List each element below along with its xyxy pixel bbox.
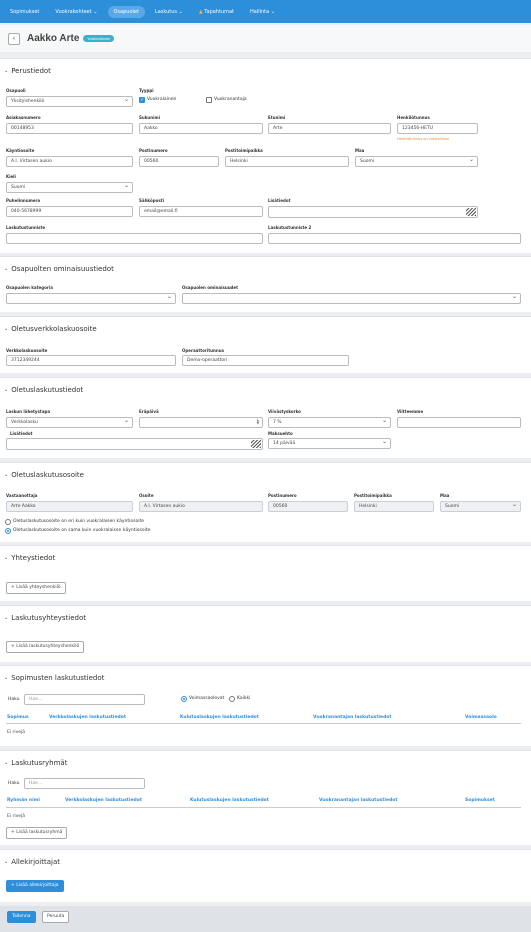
- column-header[interactable]: Kulutuslaskujen laskutustiedot: [180, 715, 259, 720]
- top-nav: [0, 0, 531, 23]
- kieli-label: Kieli: [6, 174, 16, 179]
- laskutunniste2-label: Laskutustunniste 2: [268, 225, 312, 230]
- katuosoite-label: Käyntiosoite: [6, 148, 35, 153]
- column-header[interactable]: Sopimukset: [465, 798, 495, 803]
- warning-icon: ▲: [198, 8, 203, 15]
- section-title: Oletuslaskutustiedot: [11, 386, 84, 394]
- kaikki-label: Kaikki: [237, 696, 251, 701]
- vuokralainen-label: Vuokralainen: [147, 97, 177, 102]
- etunimi-input[interactable]: Arte: [268, 123, 391, 134]
- osoite-sama-radio[interactable]: [5, 528, 11, 534]
- henkilotunnus-input[interactable]: 123456-HETU: [397, 123, 478, 134]
- section-title: Osapuolten ominaisuustiedot: [11, 265, 114, 273]
- section-toggle[interactable]: [4, 614, 86, 622]
- postitoimipaikka-label: Postitoimipaikka: [354, 493, 392, 498]
- henkilotunnus-label: Henkilötunnus: [397, 115, 430, 120]
- column-header[interactable]: Kulutuslaskujen laskutustiedot: [190, 798, 269, 803]
- postinumero-label: Postinumero: [139, 148, 168, 153]
- henkilotunnus-hint: Henkilötunnus on virheellinen: [397, 137, 450, 141]
- osoite-sama-label: Oletuslaskutusosoite on sama kuin vuokralaisen käyntiosoite: [13, 528, 151, 533]
- tyyppi-label: Tyyppi: [139, 88, 154, 93]
- empty-state: Ei rivejä: [7, 814, 26, 819]
- puhelin-input[interactable]: 040-5678999: [6, 206, 133, 217]
- ominaisuudet-label: Osapuolen ominaisuudet: [182, 285, 239, 290]
- spinner-icon[interactable]: ▲ ▼: [256, 418, 259, 425]
- chevron-down-icon: ⌄: [4, 675, 9, 681]
- section-allekirjoittajat: [0, 849, 531, 902]
- katuosoite-input[interactable]: A.I. Virtasen aukio: [6, 156, 133, 167]
- section-toggle[interactable]: [4, 386, 83, 394]
- kieli-select[interactable]: Suomi ⌄: [6, 182, 133, 193]
- lisatiedot-label: Lisätiedot: [10, 431, 33, 436]
- section-toggle[interactable]: [4, 759, 67, 767]
- section-title: Laskutusyhteystiedot: [11, 614, 87, 622]
- section-sopimukset: [0, 665, 531, 746]
- postinumero-input[interactable]: 00560: [268, 501, 348, 512]
- empty-state: Ei rivejä: [7, 730, 26, 735]
- maa-select[interactable]: Suomi ⌄: [355, 156, 478, 167]
- vastaanottaja-input[interactable]: Arte Aakko: [6, 501, 133, 512]
- laskutunniste2-input[interactable]: [268, 233, 521, 244]
- vuokralainen-checkbox[interactable]: [139, 97, 145, 103]
- add-signer-button[interactable]: + Lisää allekirjoittaja: [6, 880, 64, 892]
- status-badge: Vuokralainen: [83, 35, 114, 42]
- nav-vuokrakohteet[interactable]: Vuokrakohteet ⌄: [55, 8, 98, 15]
- osoite-input[interactable]: A.I. Virtasen aukio: [139, 501, 263, 512]
- nav-osapuolet[interactable]: Osapuolet: [108, 6, 145, 18]
- nav-sopimukset[interactable]: Sopimukset: [10, 8, 40, 15]
- add-billing-contact-button[interactable]: + Lisää laskutusyhteyshenkilö: [6, 641, 84, 653]
- kaikki-radio[interactable]: [229, 696, 235, 702]
- section-toggle[interactable]: [4, 325, 97, 333]
- column-header[interactable]: Voimassaolo: [465, 715, 497, 720]
- section-laskutustiedot: [0, 377, 531, 458]
- lahetystapa-select[interactable]: Verkkolasku ⌄: [6, 417, 133, 428]
- column-header[interactable]: Verkkolaskujen laskutustiedot: [65, 798, 142, 803]
- vuokranantaja-label: Vuokranantaja: [214, 97, 247, 102]
- search-input[interactable]: Hae...: [24, 694, 145, 705]
- section-title: Perustiedot: [11, 67, 51, 75]
- maa-label: Maa: [440, 493, 450, 498]
- osoite-eri-label: Oletuslaskutusosoite on eri kuin vuokralaisen käyntiosoite: [13, 519, 144, 524]
- divider: [6, 723, 521, 724]
- nav-laskutus[interactable]: Laskutus ⌄: [154, 8, 183, 15]
- add-group-button[interactable]: + Lisää laskutusryhmä: [6, 827, 67, 839]
- kategoria-select[interactable]: [6, 293, 176, 304]
- maa-select[interactable]: Suomi ⌄: [440, 501, 521, 512]
- ominaisuudet-select[interactable]: [182, 293, 521, 304]
- voimassa-radio[interactable]: [181, 696, 187, 702]
- sahkoposti-label: Sähköposti: [139, 198, 165, 203]
- verkkolaskuosoite-label: Verkkolaskuosoite: [6, 348, 48, 353]
- viivastyskorko-select[interactable]: 7 % ⌄: [268, 417, 391, 428]
- section-laskutusryhmat: [0, 750, 531, 845]
- verkkolaskuosoite-input[interactable]: 3712349244: [6, 355, 176, 366]
- save-button[interactable]: Tallenna: [7, 911, 36, 923]
- section-toggle[interactable]: [4, 67, 51, 75]
- section-title: Sopimusten laskutustiedot: [11, 674, 105, 682]
- chevron-down-icon: ⌄: [4, 266, 9, 272]
- operaattori-label: Operaattoritunnus: [182, 348, 224, 353]
- haku-label: Haku: [8, 697, 20, 702]
- chevron-down-icon: ⌄: [4, 326, 9, 332]
- osapuoli-select[interactable]: Yksityishenkilö ⌄: [6, 96, 133, 107]
- chevron-down-icon: ⌄: [4, 472, 9, 478]
- back-button[interactable]: [8, 33, 20, 45]
- postinumero-input[interactable]: 00560: [139, 156, 219, 167]
- page-title: Aakko Arte: [27, 33, 80, 44]
- resize-handle-icon[interactable]: [466, 208, 476, 216]
- section-toggle[interactable]: [4, 471, 84, 479]
- nav-hallinta[interactable]: Hallinta ⌄: [250, 8, 275, 15]
- column-header[interactable]: Ryhmän nimi: [7, 798, 40, 803]
- chevron-down-icon: ⌄: [4, 68, 9, 74]
- viitteemme-label: Viitteemme: [397, 409, 424, 414]
- column-header[interactable]: Vuokranantajan laskutustiedot: [319, 798, 398, 803]
- operaattori-input[interactable]: Demo-operaattori: [182, 355, 349, 366]
- divider: [6, 807, 521, 808]
- footer-bar: [0, 906, 531, 932]
- maksuehto-select[interactable]: 14 päivää ⌄: [268, 438, 391, 449]
- etunimi-label: Etunimi: [268, 115, 286, 120]
- postitoimipaikka-input[interactable]: Helsinki: [225, 156, 349, 167]
- section-perustiedot: [0, 58, 531, 253]
- page-header: [0, 25, 531, 52]
- section-title: Laskutusryhmät: [11, 759, 68, 767]
- section-title: Oletusverkkolaskuosoite: [11, 325, 97, 333]
- lahetystapa-label: Laskun lähetystapa: [6, 409, 51, 414]
- section-title: Allekirjoittajat: [11, 858, 60, 866]
- search-input[interactable]: Hae...: [24, 778, 145, 789]
- section-laskutusyhteystiedot: [0, 605, 531, 662]
- column-header[interactable]: Vuokranantajan laskutustiedot: [313, 715, 392, 720]
- puhelin-label: Puhelinnumero: [6, 198, 41, 203]
- sukunimi-label: Sukunimi: [139, 115, 160, 120]
- section-toggle[interactable]: [4, 554, 55, 562]
- section-verkkolasku: [0, 316, 531, 373]
- section-toggle[interactable]: [4, 265, 114, 273]
- chevron-down-icon: ⌄: [4, 555, 9, 561]
- kategoria-label: Osapuolen kategoria: [6, 285, 53, 290]
- sukunimi-input[interactable]: Aakko: [139, 123, 263, 134]
- osoite-label: Osoite: [139, 493, 154, 498]
- postitoimipaikka-label: Postitoimipaikka: [225, 148, 263, 153]
- lisatiedot-textarea[interactable]: [6, 438, 263, 450]
- viitteemme-input[interactable]: [397, 417, 521, 428]
- cancel-button[interactable]: Peruuta: [42, 911, 69, 923]
- erapaiva-input[interactable]: [139, 417, 263, 428]
- erapaiva-label: Eräpäivä: [139, 409, 159, 414]
- section-toggle[interactable]: [4, 674, 104, 682]
- column-header[interactable]: Verkkolaskujen laskutustiedot: [49, 715, 126, 720]
- section-title: Oletuslaskutusosoite: [11, 471, 84, 479]
- column-header[interactable]: Sopimus: [7, 715, 29, 720]
- section-ominaisuudet: [0, 256, 531, 312]
- postinumero-label: Postinumero: [268, 493, 297, 498]
- osoite-eri-radio[interactable]: [5, 519, 11, 525]
- nav-tapahtumat-label: Tapahtumat: [204, 8, 235, 15]
- postitoimipaikka-input[interactable]: Helsinki: [354, 501, 434, 512]
- chevron-down-icon: ⌄: [4, 859, 9, 865]
- lisatiedot-textarea[interactable]: [268, 206, 478, 218]
- add-contact-button[interactable]: + Lisää yhteyshenkilö: [6, 582, 66, 594]
- sahkoposti-input[interactable]: email@email.fi: [139, 206, 263, 217]
- maa-label: Maa: [355, 148, 365, 153]
- resize-handle-icon[interactable]: [251, 440, 261, 448]
- viivastyskorko-label: Viivästyskorko: [268, 409, 301, 414]
- chevron-left-icon: ‹: [12, 35, 16, 42]
- vuokranantaja-checkbox[interactable]: [206, 97, 212, 103]
- lisatiedot-label: Lisätiedot: [268, 198, 291, 203]
- maksuehto-label: Maksuehto: [268, 431, 293, 436]
- voimassa-label: Voimassaolevat: [189, 696, 225, 701]
- chevron-down-icon: ⌄: [4, 615, 9, 621]
- asiakasnumero-label: Asiakasnumero: [6, 115, 41, 120]
- chevron-down-icon: ⌄: [4, 387, 9, 393]
- section-toggle[interactable]: [4, 858, 60, 866]
- asiakasnumero-input[interactable]: 00148953: [6, 123, 133, 134]
- vastaanottaja-label: Vastaanottaja: [6, 493, 38, 498]
- chevron-down-icon: ⌄: [4, 760, 9, 766]
- laskutunniste-label: Laskutustunniste: [6, 225, 46, 230]
- section-laskutusosoite: [0, 462, 531, 542]
- osapuoli-label: Osapuoli: [6, 88, 26, 93]
- nav-tapahtumat[interactable]: [193, 6, 240, 18]
- laskutunniste-input[interactable]: [6, 233, 263, 244]
- section-title: Yhteystiedot: [11, 554, 56, 562]
- section-yhteystiedot: [0, 545, 531, 601]
- haku-label: Haku: [8, 781, 20, 786]
